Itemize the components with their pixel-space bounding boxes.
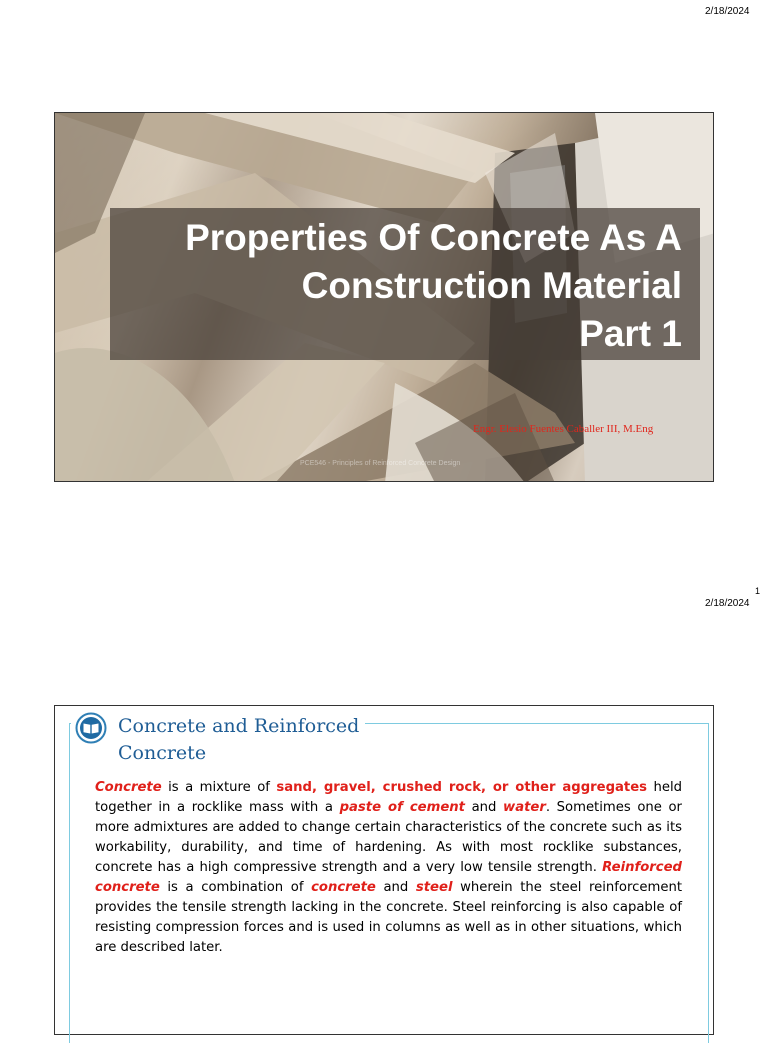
term-paste-of-cement: paste of cement — [339, 800, 465, 815]
text-segment: wherein the steel reinforcement provides the tensile strength lacking in the concrete. Steel reinforcing is also capable of resisting compression forces and is used in columns as well as in other situations, which are described later. — [95, 880, 682, 955]
text-segment: and — [375, 880, 416, 895]
term-concrete: Concrete — [95, 780, 162, 795]
title-line-3: Part 1 — [579, 313, 682, 354]
heading-line-1: Concrete and Reinforced — [118, 715, 360, 737]
frame-left-line — [69, 723, 70, 1043]
term-reinforced-concrete: Reinforced concrete — [95, 860, 682, 895]
slide-title — [122, 214, 682, 358]
term-aggregates: sand, gravel, crushed rock, or other aggregates — [276, 780, 648, 795]
term-water: water — [503, 800, 546, 815]
text-segment: . Sometimes one or more admixtures are added to change certain characteristics of the concrete such as its workability, durability, and time of hardening. As with most rocklike substances, concrete has a high compressive strength and a very low tensile strength. — [95, 800, 682, 875]
page-date: 2/18/2024 — [705, 6, 750, 17]
text-segment: is a mixture of — [161, 780, 277, 795]
text-segment: is a combination of — [159, 880, 312, 895]
slide-heading — [118, 713, 378, 767]
author-name: Engr. Elesio Fuentes Caballer III, M.Eng — [473, 423, 654, 435]
frame-right-line — [708, 723, 709, 1043]
content-slide — [54, 705, 714, 1035]
term-concrete-2: concrete — [311, 880, 376, 895]
definition-paragraph — [95, 778, 682, 958]
page-date-2: 2/18/2024 — [705, 598, 750, 609]
title-line-2: Construction Material — [301, 265, 682, 306]
title-band — [110, 208, 700, 360]
text-segment: held together in a rocklike mass with a — [95, 780, 683, 815]
slide-footer: PCE546 - Principles of Reinforced Concrete Design — [300, 460, 461, 467]
heading-line-2: Concrete — [118, 742, 207, 764]
title-line-1: Properties Of Concrete As A — [185, 217, 682, 258]
page-number: 1 — [755, 586, 761, 596]
term-steel: steel — [415, 880, 453, 895]
title-slide — [54, 112, 714, 482]
book-icon — [75, 712, 107, 744]
text-segment: and — [464, 800, 504, 815]
